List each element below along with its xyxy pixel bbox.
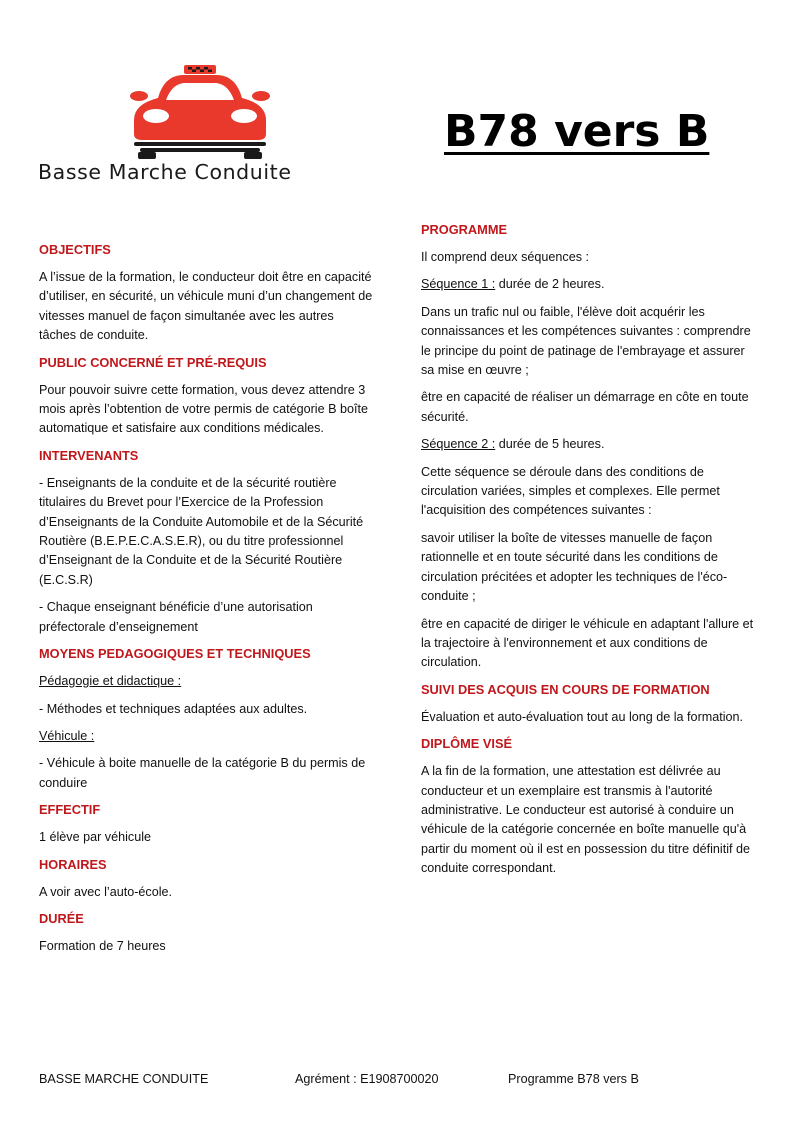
subheading-vehicule: Véhicule : — [39, 728, 95, 743]
section-heading: EFFECTIF — [39, 802, 101, 818]
section-text: être en capacité de réaliser un démarrage en côte en toute sécurité. — [421, 390, 749, 424]
section-objectifs — [39, 241, 374, 346]
right-column — [421, 221, 756, 887]
section-text: Formation de 7 heures — [39, 938, 166, 953]
company-logo — [36, 62, 366, 190]
section-suivi — [421, 681, 756, 727]
section-text: Dans un trafic nul ou faible, l'élève doit acquérir les connaissances et les compétences suivantes : comprendre le principe du point de patinage de l'embrayage et assurer sa mise en œuvre ; — [421, 304, 751, 378]
section-diplome — [421, 735, 756, 878]
section-heading: OBJECTIFS — [39, 242, 111, 257]
footer-agrement: Agrément : E1908700020 — [295, 1072, 439, 1086]
section-text: savoir utiliser la boîte de vitesses manuelle de façon rationnelle et en toute sécurité dans les conditions de circulation précitées et adopter les techniques de l'éco-conduite ; — [421, 530, 728, 604]
section-heading: MOYENS PEDAGOGIQUES ET TECHNIQUES — [39, 646, 311, 662]
sequence-1-line — [421, 275, 756, 294]
section-effectif — [39, 801, 374, 847]
section-public — [39, 354, 374, 439]
section-programme — [421, 221, 756, 673]
section-heading: SUIVI DES ACQUIS EN COURS DE FORMATION — [421, 681, 710, 697]
section-heading: HORAIRES — [39, 856, 107, 872]
section-text: Évaluation et auto-évaluation tout au long de la formation. — [421, 709, 744, 724]
sequence-1-duration: durée de 2 heures. — [495, 277, 605, 292]
taxi-car-logo-icon — [130, 62, 270, 160]
section-horaires — [39, 856, 374, 902]
left-column — [39, 241, 374, 964]
section-intervenants — [39, 447, 374, 637]
section-text: 1 élève par véhicule — [39, 830, 152, 845]
section-text: Pour pouvoir suivre cette formation, vous devez attendre 3 mois après l’obtention de votre permis de catégorie B boîte automatique et satisfaire aux conditions médicales. — [39, 382, 369, 436]
section-text: - Véhicule à boite manuelle de la catégorie B du permis de conduire — [39, 756, 366, 790]
section-text: être en capacité de diriger le véhicule en adaptant l'allure et la trajectoire à l'environnement et aux conditions de circulation. — [421, 616, 754, 670]
section-text: Il comprend deux séquences : — [421, 250, 590, 264]
section-heading: PROGRAMME — [421, 222, 508, 237]
section-heading: DIPLÔME VISÉ — [421, 736, 513, 752]
sequence-2-line — [421, 435, 756, 454]
footer-programme: Programme B78 vers B — [508, 1072, 639, 1086]
section-duree — [39, 910, 374, 956]
section-text: - Chaque enseignant bénéficie d’une autorisation préfectorale d’enseignement — [39, 600, 313, 634]
section-text: A voir avec l’auto-école. — [39, 884, 173, 899]
section-heading: DURÉE — [39, 910, 84, 926]
section-heading: INTERVENANTS — [39, 447, 139, 463]
section-text: A la fin de la formation, une attestation est délivrée au conducteur et un exemplaire est transmis à l'autorité administrative. Le conducteur est autorisé à conduire un véhicule de la catégorie concernée en boîte manuelle qu'à partir du moment où il est en possession du titre définitif de conduite correspondant. — [421, 764, 751, 876]
section-heading: PUBLIC CONCERNÉ ET PRÉ-REQUIS — [39, 354, 267, 370]
sequence-2-duration: durée de 5 heures. — [495, 437, 605, 452]
sequence-2-label: Séquence 2 : — [421, 437, 496, 452]
section-text: - Méthodes et techniques adaptées aux adultes. — [39, 701, 308, 716]
page-footer — [39, 1072, 759, 1090]
section-text: Cette séquence se déroule dans des conditions de circulation variées, simples et complexes. Elle permet l'acquisition des compétences suivantes : — [421, 464, 720, 518]
section-text: - Enseignants de la conduite et de la sécurité routière titulaires du Brevet pour l’Exercice de la Profession d’Enseignants de la Conduite Automobile et de la Sécurité Routière (B.E.P.E.C.A.S.E.R), ou du titre professionnel d’Enseignant de la Conduite et de la Sécurité Routière (E.C.S.R) — [39, 475, 364, 587]
section-moyens — [39, 645, 374, 793]
section-text: A l’issue de la formation, le conducteur doit être en capacité d’utiliser, en sécurité, un véhicule muni d’un changement de vitesses manuel de façon simultanée avec les autres tâches de conduite. — [39, 270, 373, 343]
document-title: B78 vers B — [444, 106, 710, 157]
footer-company: BASSE MARCHE CONDUITE — [39, 1072, 209, 1086]
sequence-1-label: Séquence 1 : — [421, 277, 496, 292]
subheading-pedagogie: Pédagogie et didactique : — [39, 674, 182, 689]
brand-name: Basse Marche Conduite — [38, 160, 292, 184]
